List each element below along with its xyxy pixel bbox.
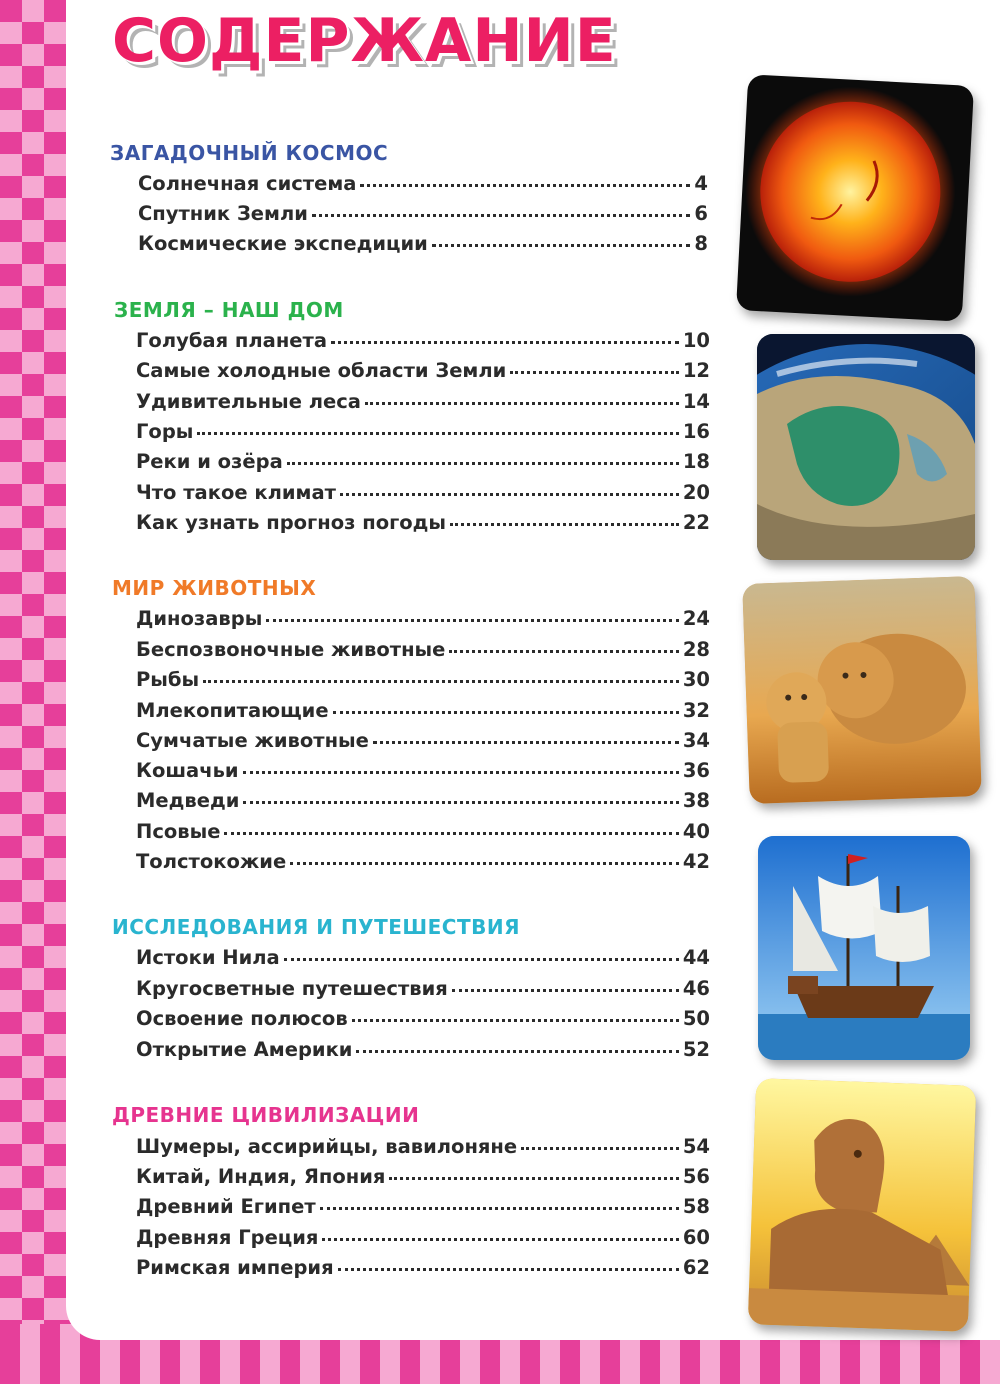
toc-entry[interactable]: Беспозвоночные животные 28 [136, 638, 710, 661]
section-title-earth: ЗЕМЛЯ – НАШ ДОМ [114, 298, 344, 322]
toc-entry[interactable]: Открытие Америки 52 [136, 1038, 710, 1061]
toc-entry[interactable]: Псовые 40 [136, 820, 710, 843]
lions-photo [742, 576, 982, 804]
sphinx-image [748, 1078, 976, 1332]
earth-image [757, 334, 975, 560]
earth-photo [757, 334, 975, 560]
toc-entry[interactable]: Реки и озёра 18 [136, 450, 710, 473]
toc-entry[interactable]: Что такое климат 20 [136, 481, 710, 504]
toc-entry[interactable]: Голубая планета 10 [136, 329, 710, 352]
toc-entry[interactable]: Горы 16 [136, 420, 710, 443]
toc-entry[interactable]: Удивительные леса 14 [136, 390, 710, 413]
lions-image [742, 576, 982, 804]
toc-entry[interactable]: Освоение полюсов 50 [136, 1007, 710, 1030]
toc-entry[interactable]: Кругосветные путешествия 46 [136, 977, 710, 1000]
toc-entry[interactable]: Спутник Земли 6 [138, 202, 708, 225]
toc-entry[interactable]: Медведи 38 [136, 789, 710, 812]
toc-entry[interactable]: Динозавры 24 [136, 607, 710, 630]
toc-entry[interactable]: Космические экспедиции 8 [138, 232, 708, 255]
toc-entry[interactable]: Древний Египет 58 [136, 1195, 710, 1218]
toc-entry[interactable]: Рыбы 30 [136, 668, 710, 691]
toc-entry[interactable]: Китай, Индия, Япония 56 [136, 1165, 710, 1188]
section-title-civilizations: ДРЕВНИЕ ЦИВИЛИЗАЦИИ [112, 1103, 420, 1127]
toc-entry[interactable]: Солнечная система 4 [138, 172, 708, 195]
toc-entry[interactable]: Истоки Нила 44 [136, 946, 710, 969]
section-title-exploration: ИССЛЕДОВАНИЯ И ПУТЕШЕСТВИЯ [112, 915, 520, 939]
section-title-space: ЗАГАДОЧНЫЙ КОСМОС [110, 141, 389, 165]
sun-photo [736, 74, 974, 322]
ship-image [758, 836, 970, 1060]
toc-entry[interactable]: Шумеры, ассирийцы, вавилоняне 54 [136, 1135, 710, 1158]
toc-entry[interactable]: Как узнать прогноз погоды 22 [136, 511, 710, 534]
toc-entry[interactable]: Толстокожие 42 [136, 850, 710, 873]
page-title: СОДЕРЖАНИЕ [112, 6, 617, 76]
ship-photo [758, 836, 970, 1060]
toc-entry[interactable]: Сумчатые животные 34 [136, 729, 710, 752]
toc-entry[interactable]: Самые холодные области Земли 12 [136, 359, 710, 382]
sphinx-photo [748, 1078, 976, 1332]
toc-entry[interactable]: Млекопитающие 32 [136, 699, 710, 722]
section-title-animals: МИР ЖИВОТНЫХ [112, 576, 317, 600]
toc-entry[interactable]: Древняя Греция 60 [136, 1226, 710, 1249]
toc-entry[interactable]: Кошачьи 36 [136, 759, 710, 782]
sun-image [736, 74, 974, 322]
toc-entry[interactable]: Римская империя 62 [136, 1256, 710, 1279]
